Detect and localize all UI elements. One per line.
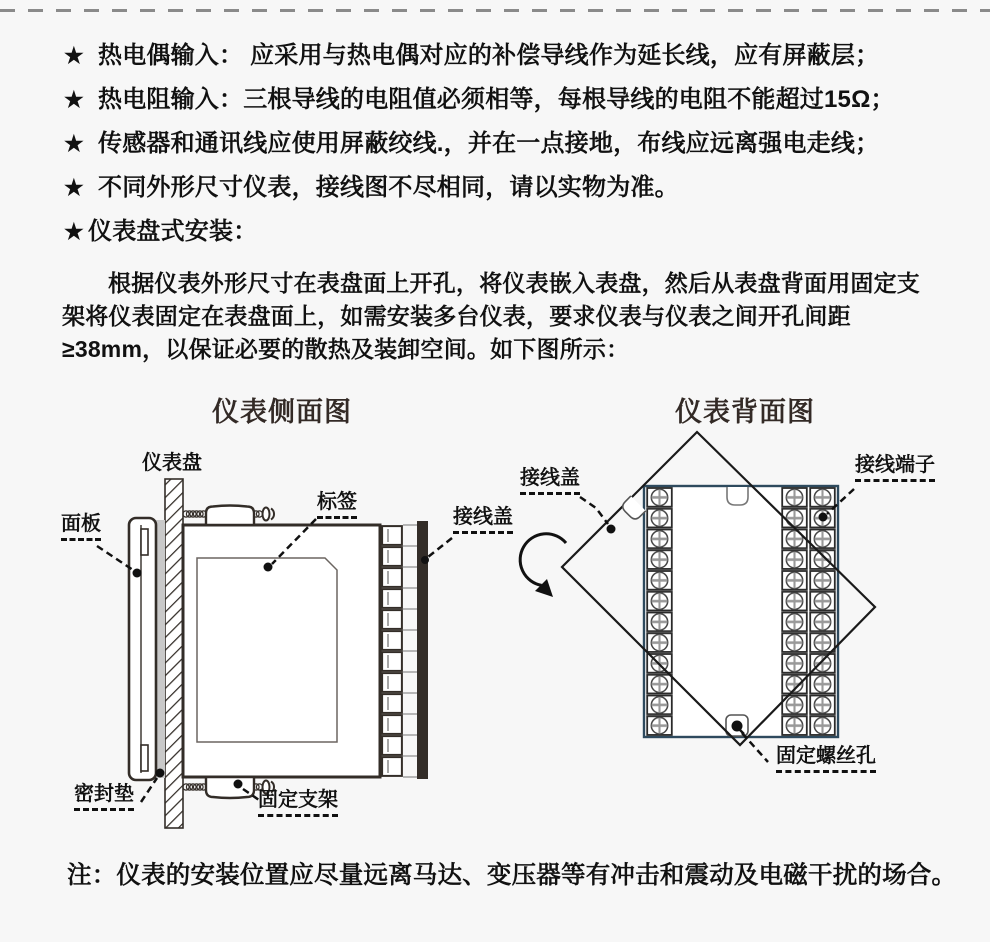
cover-clip-tab [620, 496, 645, 521]
star-bullet-icon: ★ [64, 131, 84, 156]
label-wiring-cover-back: 接线盖 [520, 467, 580, 495]
bottom-note: 注：仪表的安装位置应尽量远离马达、变压器等有冲击和震动及电磁干扰的场合。 [67, 862, 957, 889]
terminal-strip-right-outer [809, 487, 837, 736]
rotation-arrow-icon [520, 534, 566, 597]
back-view-title: 仪表背面图 [675, 397, 815, 427]
label-front-panel: 面板 [61, 513, 101, 541]
sealing-gasket [156, 520, 165, 778]
side-view-title: 仪表侧面图 [212, 397, 352, 427]
label-name-tag: 标签 [317, 491, 357, 519]
terminal-strip-left [646, 487, 673, 736]
installation-paragraph: 根据仪表外形尺寸在表盘面上开孔，将仪表嵌入表盘，然后从表盘背面用固定支架将仪表固定在表盘面上，如需安装多台仪表，要求仪表与仪表之间开孔间距≥38mm，以保证必要的散热及装卸空间。如下图所示： [62, 270, 920, 362]
star-bullet-icon: ★ [64, 87, 84, 112]
instrument-back-body [644, 486, 838, 737]
front-bezel [129, 518, 156, 780]
star-bullet-icon: ★ [64, 175, 84, 200]
label-wiring-cover-side: 接线盖 [453, 506, 513, 534]
label-wiring-terminals: 接线端子 [855, 454, 935, 482]
star-bullet-icon: ★ [64, 219, 84, 244]
top-fixing-bracket [183, 506, 274, 526]
label-sealing-gasket: 密封垫 [74, 783, 134, 811]
bullet-text: 热电阻输入：三根导线的电阻值必须相等，每根导线的电阻不能超过15Ω； [98, 86, 895, 113]
name-plate [197, 558, 337, 742]
side-view-diagram [97, 479, 452, 828]
label-fixing-bracket: 固定支架 [258, 789, 338, 817]
terminal-wires [403, 525, 417, 777]
terminal-block-side [381, 525, 403, 777]
top-clip-tab [727, 487, 748, 505]
label-panel-board: 仪表盘 [142, 452, 202, 474]
bullet-text: 热电偶输入： 应采用与热电偶对应的补偿导线作为延长线，应有屏蔽层； [98, 42, 880, 69]
star-bullet-icon: ★ [64, 43, 84, 68]
bullet-text: 传感器和通讯线应使用屏蔽绞线.，并在一点接地，布线应远离强电走线； [98, 130, 880, 157]
label-fixing-screw-hole: 固定螺丝孔 [776, 745, 876, 773]
panel-wall [165, 479, 183, 828]
bullet-text: 不同外形尺寸仪表，接线图不尽相同，请以实物为准。 [98, 174, 679, 201]
bullet-text: 仪表盘式安装： [88, 218, 258, 245]
